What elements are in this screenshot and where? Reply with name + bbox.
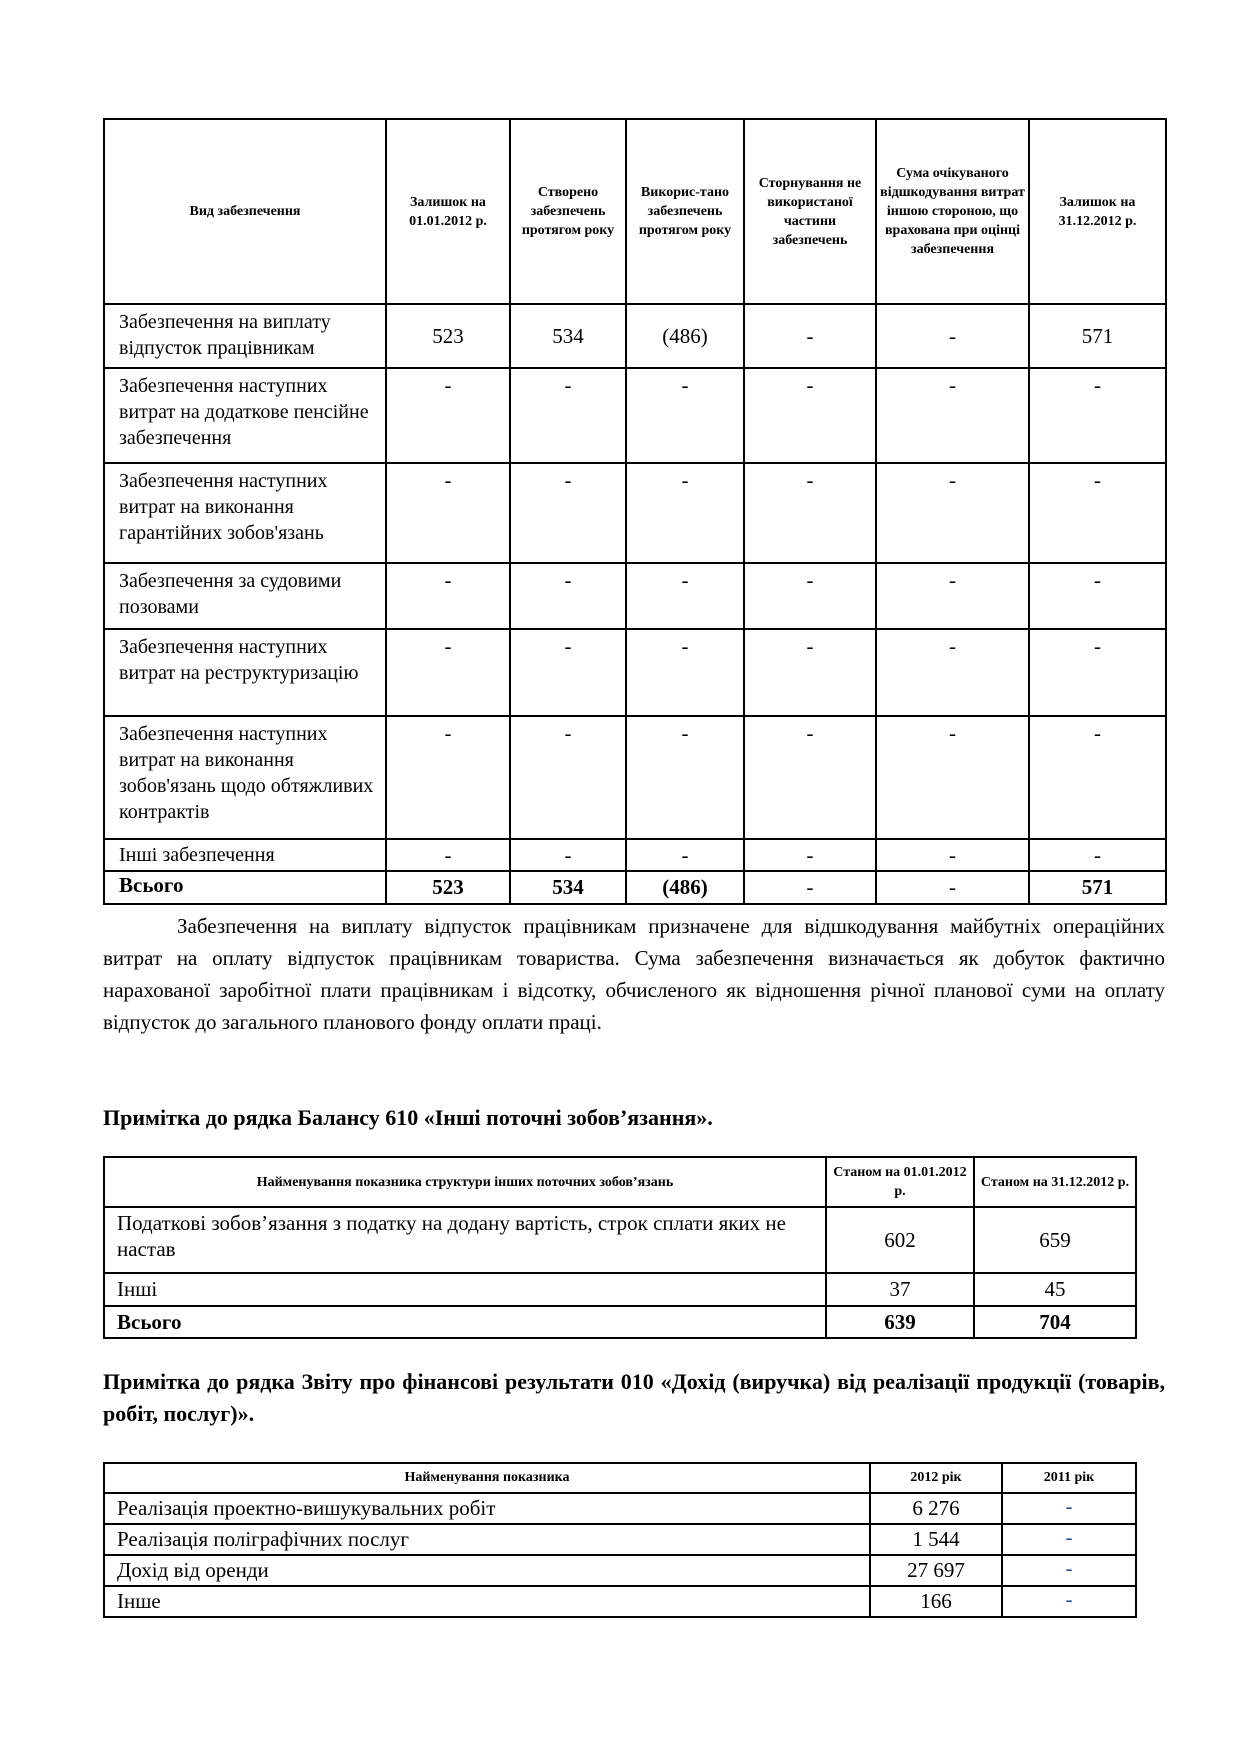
- current-liabilities-table: [103, 1156, 1137, 1339]
- cell-value: -: [1002, 1555, 1136, 1586]
- total-value: -: [744, 871, 876, 904]
- table-row: [104, 463, 1166, 563]
- cell-value: -: [744, 563, 876, 629]
- cell-value: -: [744, 839, 876, 871]
- cell-value: 45: [974, 1273, 1136, 1306]
- cell-value: -: [876, 839, 1029, 871]
- cell-value: -: [1029, 716, 1166, 839]
- cell-value: -: [1002, 1524, 1136, 1555]
- col-header: Залишок на 01.01.2012 р.: [386, 119, 510, 304]
- cell-value: 166: [870, 1586, 1002, 1617]
- table-row: [104, 1555, 1136, 1586]
- table-row: [104, 1207, 1136, 1273]
- cell-value: -: [744, 304, 876, 368]
- row-label: Забезпечення наступних витрат на виконання гарантійних зобов'язань: [104, 463, 386, 563]
- cell-value: -: [876, 304, 1029, 368]
- row-label: Реалізація поліграфічних послуг: [104, 1524, 870, 1555]
- total-label: Всього: [104, 1306, 826, 1338]
- cell-value: -: [876, 629, 1029, 716]
- cell-value: -: [876, 563, 1029, 629]
- col-header: Викорис-тано забезпечень протягом року: [626, 119, 744, 304]
- cell-value: -: [386, 629, 510, 716]
- total-value: 534: [510, 871, 626, 904]
- cell-value: -: [744, 463, 876, 563]
- cell-value: -: [1029, 368, 1166, 463]
- row-label: Реалізація проектно-вишукувальних робіт: [104, 1493, 870, 1524]
- table-header-row: [104, 119, 1166, 304]
- cell-value: -: [626, 716, 744, 839]
- total-row: [104, 1306, 1136, 1338]
- cell-value: -: [744, 716, 876, 839]
- total-label: Всього: [104, 871, 386, 904]
- revenue-table: [103, 1462, 1137, 1618]
- row-label: Забезпечення наступних витрат на виконання зобов'язань щодо обтяжливих контрактів: [104, 716, 386, 839]
- row-label: Дохід від оренди: [104, 1555, 870, 1586]
- col-header: 2011 рік: [1002, 1463, 1136, 1493]
- cell-value: -: [510, 463, 626, 563]
- cell-value: -: [744, 368, 876, 463]
- table-header-row: [104, 1463, 1136, 1493]
- total-value: 639: [826, 1306, 974, 1338]
- cell-value: (486): [626, 304, 744, 368]
- total-value: 523: [386, 871, 510, 904]
- table-row: [104, 716, 1166, 839]
- col-header: Сторнування не використаної частини забезпечень: [744, 119, 876, 304]
- cell-value: -: [626, 629, 744, 716]
- cell-value: -: [1029, 463, 1166, 563]
- row-label: Інші забезпечення: [104, 839, 386, 871]
- cell-value: 534: [510, 304, 626, 368]
- cell-value: -: [1002, 1493, 1136, 1524]
- table-row: [104, 304, 1166, 368]
- total-value: (486): [626, 871, 744, 904]
- section-heading-010: Примітка до рядка Звіту про фінансові результати 010 «Дохід (виручка) від реалізації продукції (товарів, робіт, послуг)».: [103, 1369, 1165, 1426]
- cell-value: 1 544: [870, 1524, 1002, 1555]
- cell-value: 659: [974, 1207, 1136, 1273]
- cell-value: -: [386, 839, 510, 871]
- cell-value: -: [510, 368, 626, 463]
- row-label: Забезпечення наступних витрат на додаткове пенсійне забезпечення: [104, 368, 386, 463]
- col-header: Найменування показника: [104, 1463, 870, 1493]
- col-header: Вид забезпечення: [104, 119, 386, 304]
- cell-value: -: [876, 716, 1029, 839]
- cell-value: 602: [826, 1207, 974, 1273]
- col-header: 2012 рік: [870, 1463, 1002, 1493]
- row-label: Податкові зобов’язання з податку на додану вартість, строк сплати яких не настав: [104, 1207, 826, 1273]
- table-row: [104, 1493, 1136, 1524]
- table-row: [104, 368, 1166, 463]
- row-label: Забезпечення за судовими позовами: [104, 563, 386, 629]
- col-header: Залишок на 31.12.2012 р.: [1029, 119, 1166, 304]
- cell-value: -: [1029, 839, 1166, 871]
- total-value: 704: [974, 1306, 1136, 1338]
- cell-value: -: [876, 463, 1029, 563]
- cell-value: 571: [1029, 304, 1166, 368]
- cell-value: 523: [386, 304, 510, 368]
- section-heading-610: Примітка до рядка Балансу 610 «Інші поточні зобов’язання».: [103, 1105, 713, 1130]
- row-label: Інше: [104, 1586, 870, 1617]
- table-row: [104, 1273, 1136, 1306]
- row-label: Забезпечення наступних витрат на реструктуризацію: [104, 629, 386, 716]
- table-row: [104, 563, 1166, 629]
- cell-value: -: [626, 368, 744, 463]
- col-header: Станом на 01.01.2012 р.: [826, 1157, 974, 1207]
- col-header: Станом на 31.12.2012 р.: [974, 1157, 1136, 1207]
- cell-value: -: [386, 368, 510, 463]
- row-label: Забезпечення на виплату відпусток працівникам: [104, 304, 386, 368]
- cell-value: -: [626, 463, 744, 563]
- provision-description: Забезпечення на виплату відпусток працівникам призначене для відшкодування майбутніх операційних витрат на оплату відпусток працівникам товариства. Сума забезпечення визначається як добуток фактично нарахованої заробітної плати працівникам і відсотку, обчисленого як відношення річної планової суми на оплату відпусток до загального планового фонду оплати праці.: [103, 914, 1165, 1034]
- cell-value: -: [386, 716, 510, 839]
- table-row: [104, 1524, 1136, 1555]
- cell-value: 27 697: [870, 1555, 1002, 1586]
- col-header: Створено забезпечень протягом року: [510, 119, 626, 304]
- cell-value: -: [1029, 629, 1166, 716]
- row-label: Інші: [104, 1273, 826, 1306]
- table-row: [104, 839, 1166, 871]
- cell-value: -: [626, 839, 744, 871]
- cell-value: -: [510, 716, 626, 839]
- total-row: [104, 871, 1166, 904]
- cell-value: -: [626, 563, 744, 629]
- cell-value: -: [386, 463, 510, 563]
- cell-value: -: [510, 629, 626, 716]
- cell-value: -: [1002, 1586, 1136, 1617]
- provisions-table: [103, 118, 1167, 905]
- cell-value: 6 276: [870, 1493, 1002, 1524]
- table-row: [104, 629, 1166, 716]
- cell-value: -: [876, 368, 1029, 463]
- cell-value: 37: [826, 1273, 974, 1306]
- total-value: -: [876, 871, 1029, 904]
- cell-value: -: [510, 839, 626, 871]
- col-header: Сума очікуваного відшкодування витрат іншою стороною, що врахована при оцінці забезпечення: [876, 119, 1029, 304]
- col-header: Найменування показника структури інших поточних зобов’язань: [104, 1157, 826, 1207]
- cell-value: -: [386, 563, 510, 629]
- cell-value: -: [1029, 563, 1166, 629]
- total-value: 571: [1029, 871, 1166, 904]
- cell-value: -: [510, 563, 626, 629]
- table-header-row: [104, 1157, 1136, 1207]
- cell-value: -: [744, 629, 876, 716]
- table-row: [104, 1586, 1136, 1617]
